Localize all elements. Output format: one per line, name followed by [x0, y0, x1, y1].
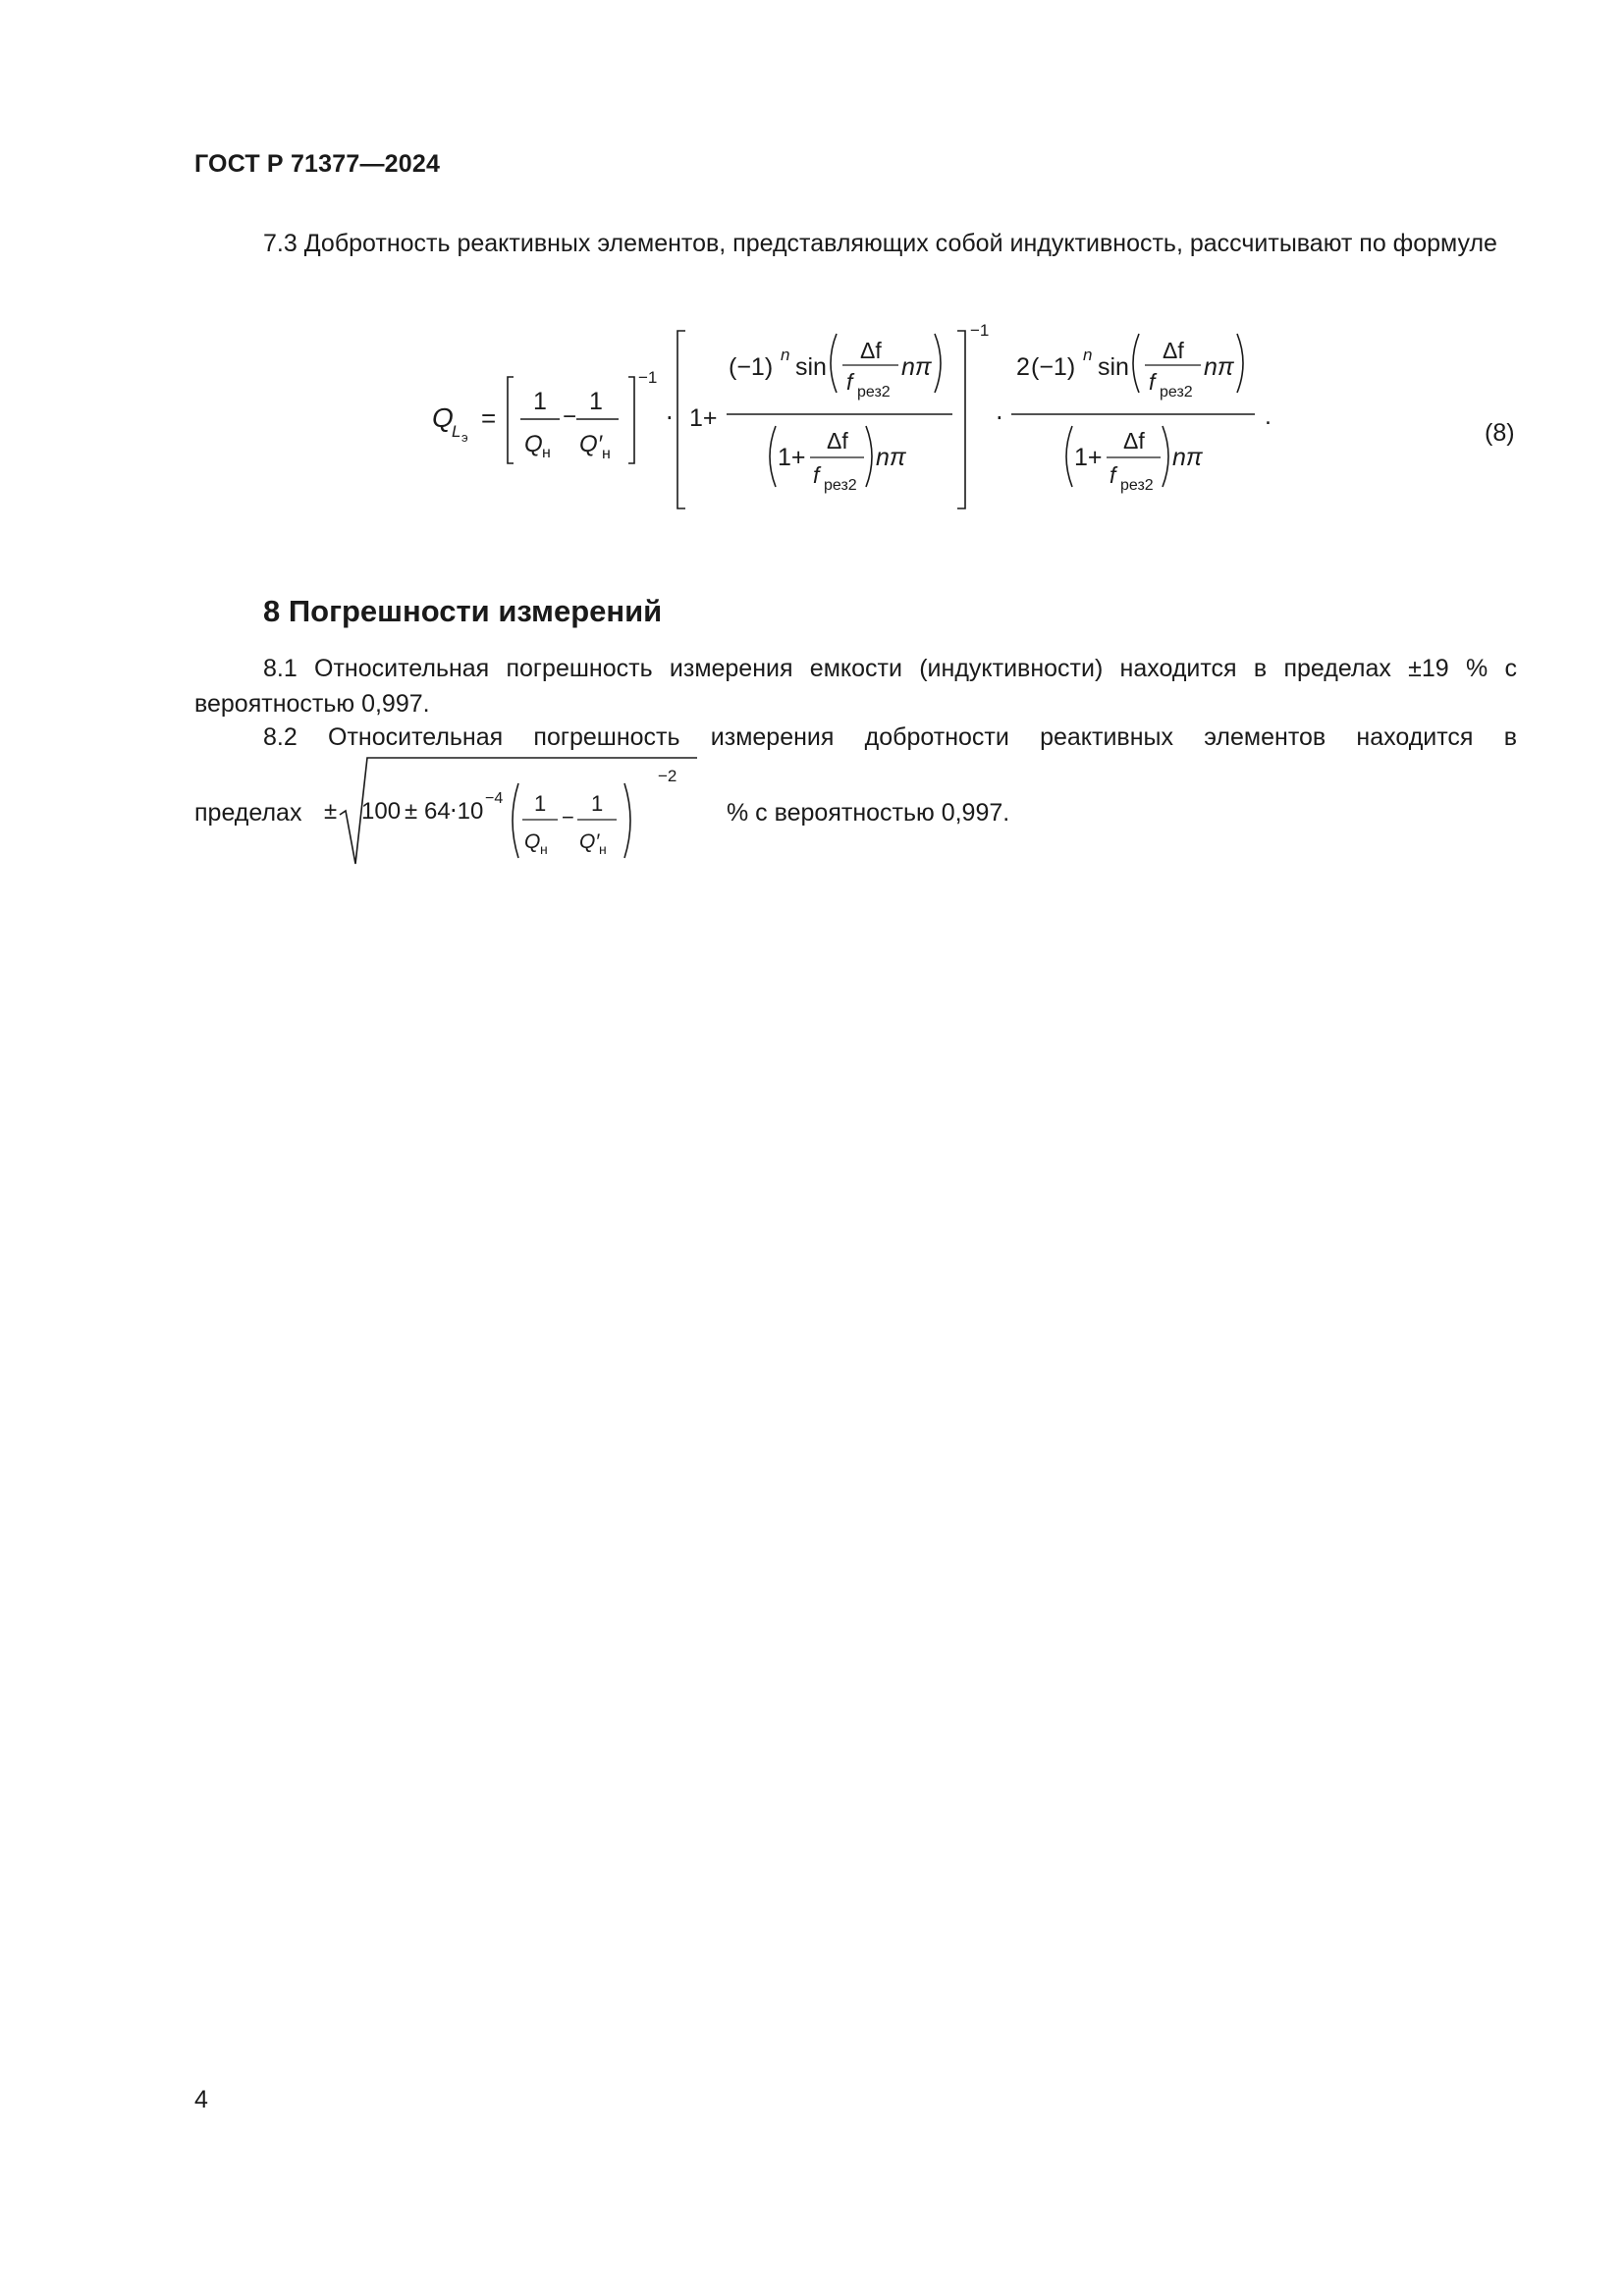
num2-sin: sin	[1098, 353, 1129, 381]
f82-frac1-num: 1	[534, 791, 547, 816]
bracket-left-1	[508, 377, 514, 463]
formula-lhs-subsub: э	[461, 430, 468, 445]
f82-frac2-num: 1	[591, 791, 604, 816]
f82-times-ten: ⋅10	[450, 798, 484, 825]
bracket-right-2	[957, 331, 965, 508]
frac1-den-q: Q	[524, 431, 543, 457]
num-npi: nπ	[901, 353, 932, 381]
formula-period: .	[1265, 402, 1272, 430]
den2-one-plus: 1+	[1074, 444, 1103, 471]
bracket-right-1	[628, 377, 634, 463]
formula-equals: =	[481, 403, 497, 433]
paragraph-8-1-text: 8.1 Относительная погрешность измерения емкости (индуктивности) находится в пределах ±19 % с вероятностью 0,997.	[194, 655, 1517, 718]
formula-dot-1: ⋅	[666, 405, 674, 432]
paragraph-8-1	[194, 651, 1517, 721]
num-minus-one: (−1)	[729, 353, 774, 381]
exp-1: −1	[638, 368, 658, 387]
f82-frac2-den-sub: н	[599, 841, 607, 857]
formula-minus-1: −	[563, 403, 577, 430]
f82-exp-minus4: −4	[485, 790, 504, 807]
formula-8	[422, 316, 1286, 529]
num-exp-n: n	[781, 346, 790, 364]
paren-left-c	[1133, 334, 1139, 393]
exp-2: −1	[970, 321, 990, 340]
den-f: f	[813, 462, 820, 488]
den-one-plus: 1+	[778, 444, 806, 471]
paragraph-7-3	[194, 226, 1517, 261]
one-plus-1: 1+	[689, 404, 718, 432]
paren-right-a	[935, 334, 941, 393]
frac2-num: 1	[589, 388, 603, 415]
equation-number: (8)	[1485, 419, 1515, 447]
paragraph-7-3-text: 7.3 Добротность реактивных элементов, представляющих собой индуктивность, рассчитывают по формуле	[263, 230, 1497, 257]
frac2-den-qprime: Q′	[579, 431, 603, 457]
formula-8-2	[316, 754, 729, 879]
paragraph-8-2-text: 8.2 Относительная погрешность измерения добротности реактивных элементов находится в	[263, 723, 1517, 751]
bracket-left-2	[677, 331, 685, 508]
num-delta-f: Δf	[860, 338, 882, 363]
num2-exp-n: n	[1083, 346, 1093, 364]
formula-dot-2: ⋅	[996, 405, 1003, 432]
frac1-den-sub: н	[542, 445, 551, 461]
formula-lhs-sub-l: L	[452, 422, 461, 441]
num2-two: 2	[1016, 353, 1030, 381]
f82-pm-mid: ±	[405, 798, 418, 825]
den2-delta-f: Δf	[1123, 428, 1145, 454]
den-f-sub: рез2	[824, 477, 857, 494]
paragraph-8-2-suffix: % с вероятностью 0,997.	[727, 799, 1010, 827]
standard-code: ГОСТ Р 71377—2024	[194, 150, 441, 178]
f82-minus: −	[562, 805, 574, 829]
num-f-sub: рез2	[857, 384, 891, 400]
frac2-den-sub: н	[602, 446, 611, 462]
den2-f: f	[1110, 462, 1116, 488]
paren-right-b	[866, 426, 872, 487]
den2-npi: nπ	[1172, 444, 1203, 471]
den-npi: nπ	[876, 444, 906, 471]
paren-right-d	[1163, 426, 1168, 487]
paren-left-d	[1066, 426, 1072, 487]
formula-8-svg	[422, 316, 1286, 522]
f82-frac1-den-q: Q	[524, 830, 541, 853]
f82-hundred: 100	[361, 798, 402, 825]
num2-npi: nπ	[1204, 353, 1234, 381]
formula-8-2-svg	[316, 754, 729, 872]
num2-delta-f: Δf	[1163, 338, 1184, 363]
page-number: 4	[194, 2086, 208, 2113]
num2-f: f	[1149, 369, 1156, 395]
frac1-num: 1	[533, 388, 547, 415]
num2-minus-one: (−1)	[1031, 353, 1076, 381]
f82-pm: ±	[324, 798, 338, 825]
den2-f-sub: рез2	[1120, 477, 1154, 494]
num-f: f	[846, 369, 853, 395]
f82-exp-minus2: −2	[658, 767, 677, 785]
paren-left-b	[770, 426, 776, 487]
den-delta-f: Δf	[827, 428, 848, 454]
f82-coef: 64	[424, 798, 451, 825]
f82-paren-left	[513, 783, 518, 858]
f82-frac2-den-qprime: Q′	[579, 830, 600, 853]
f82-frac1-den-sub: н	[540, 841, 548, 857]
num-sin: sin	[795, 353, 827, 381]
formula-lhs-q: Q	[432, 402, 454, 433]
paren-left-a	[831, 334, 837, 393]
paragraph-8-2-prefix: пределах	[194, 799, 302, 827]
paragraph-8-2	[194, 720, 1517, 755]
num2-f-sub: рез2	[1160, 384, 1193, 400]
section-heading-8: 8 Погрешности измерений	[263, 594, 663, 628]
paren-right-c	[1237, 334, 1243, 393]
f82-paren-right	[624, 783, 630, 858]
